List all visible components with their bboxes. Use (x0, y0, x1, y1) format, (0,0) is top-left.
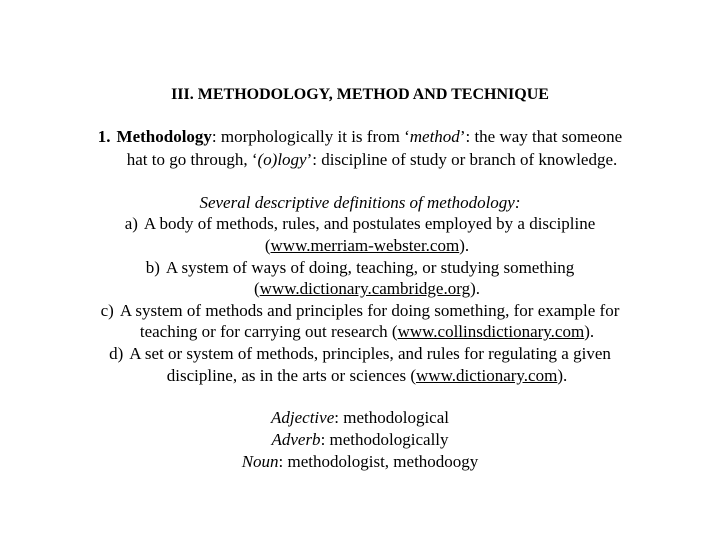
collins-dictionary-link[interactable]: www.collinsdictionary.com (397, 322, 585, 341)
method-word: method (409, 127, 460, 146)
noun-label: Noun (241, 452, 279, 471)
definitions-intro: Several descriptive definitions of methodology: (199, 193, 521, 212)
definition-a-open: ( (264, 236, 271, 255)
noun-line (0, 451, 720, 473)
definition-b-line-2 (0, 278, 720, 300)
definition-c-marker: c) (100, 301, 114, 320)
adjective-value: : methodological (334, 408, 449, 427)
definition-b-open: ( (254, 279, 260, 298)
definition-b-text: A system of ways of doing, teaching, or studying something (165, 258, 575, 277)
adverb-line (0, 429, 720, 451)
cambridge-dictionary-link[interactable]: www.dictionary.cambridge.org (259, 279, 471, 298)
definition-c-text-2: teaching or for carrying out research ( (139, 322, 398, 341)
ology-word: (o)logy (257, 150, 307, 169)
definition-d-marker: d) (109, 344, 124, 363)
methodology-line2-b: ’: discipline of study or branch of knowledge. (306, 150, 618, 169)
definition-a-text: A body of methods, rules, and postulates employed by a discipline (143, 214, 596, 233)
definition-c-line-2 (0, 321, 720, 343)
item-number: 1. (97, 127, 111, 146)
adverb-label: Adverb (271, 430, 321, 449)
methodology-text-b: ’: the way that someone (459, 127, 623, 146)
merriam-webster-link[interactable]: www.merriam-webster.com (270, 236, 460, 255)
definition-a-marker: a) (124, 214, 138, 233)
definition-c-close: ). (584, 322, 595, 341)
methodology-line-2 (0, 149, 720, 171)
definition-b-line-1 (0, 257, 720, 279)
definition-b-marker: b) (145, 258, 160, 277)
adjective-line (0, 407, 720, 429)
definition-c-text: A system of methods and principles for doing something, for example for (119, 301, 620, 320)
methodology-line2-a: hat to go through, ‘ (126, 150, 258, 169)
methodology-line-1 (0, 126, 720, 148)
methodology-term: Methodology (116, 127, 212, 146)
definition-a-close: ). (459, 236, 470, 255)
definition-d-line-2 (0, 365, 720, 387)
definition-a-line-2 (0, 235, 720, 257)
definition-c-line-1 (0, 300, 720, 322)
definition-d-line-1 (0, 343, 720, 365)
slide-title: III. METHODOLOGY, METHOD AND TECHNIQUE (171, 86, 549, 103)
definition-d-text-2: discipline, as in the arts or sciences ( (166, 366, 417, 385)
definition-b-close: ). (470, 279, 480, 298)
adverb-value: : methodologically (320, 430, 449, 449)
noun-value: : methodologist, methodoogy (278, 452, 479, 471)
definition-d-text: A set or system of methods, principles, and rules for regulating a given (129, 344, 611, 363)
definition-d-close: ). (557, 366, 568, 385)
adjective-label: Adjective (271, 408, 335, 427)
definition-a-line-1 (0, 213, 720, 235)
dictionary-com-link[interactable]: www.dictionary.com (416, 366, 558, 385)
methodology-text-a: : morphologically it is from ‘ (211, 127, 410, 146)
